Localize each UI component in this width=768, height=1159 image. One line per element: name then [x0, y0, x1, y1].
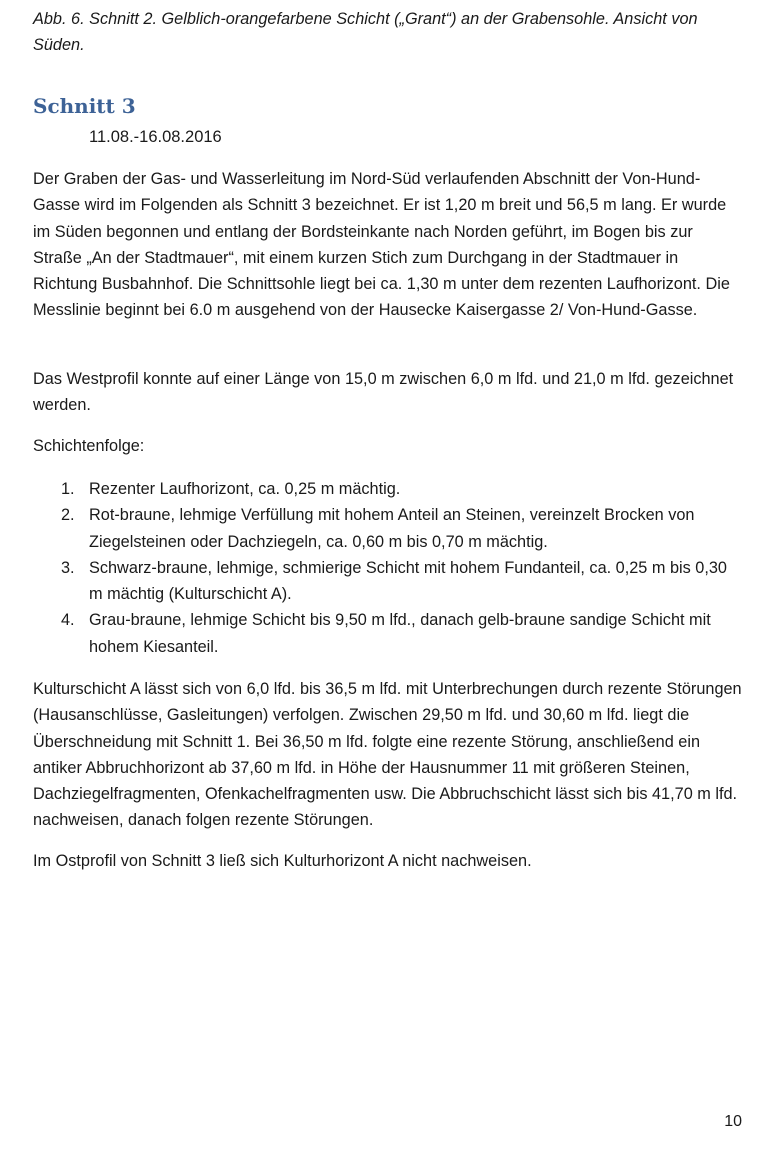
list-item: [33, 502, 745, 555]
section-heading: Schnitt 3: [33, 94, 136, 118]
paragraph-west-profile: Das Westprofil konnte auf einer Länge von 15,0 m zwischen 6,0 m lfd. und 21,0 m lfd. gezeichnet werden.: [33, 370, 734, 415]
list-item-text: Grau-braune, lehmige Schicht bis 9,50 m lfd., danach gelb-braune sandige Schicht mit hohem Kiesanteil.: [89, 611, 711, 656]
list-item-number: 2.: [61, 506, 75, 525]
figure-caption: Abb. 6. Schnitt 2. Gelblich-orangefarbene Schicht („Grant“) an der Grabensohle. Ansicht von Süden.: [33, 10, 698, 54]
list-item-text: Rot-braune, lehmige Verfüllung mit hohem Anteil an Steinen, vereinzelt Brocken von Ziegelsteinen oder Dachziegeln, ca. 0,60 m bis 0,70 m mächtig.: [89, 506, 695, 551]
paragraph-east-profile: Im Ostprofil von Schnitt 3 ließ sich Kulturhorizont A nicht nachweisen.: [33, 852, 532, 870]
paragraph-layer-sequence-label: Schichtenfolge:: [33, 437, 145, 455]
list-item-number: 1.: [61, 480, 75, 498]
section-date: 11.08.-16.08.2016: [89, 128, 222, 146]
page-number: 10: [724, 1113, 742, 1130]
list-item: [33, 476, 745, 502]
list-item-text: Rezenter Laufhorizont, ca. 0,25 m mächtig.: [89, 480, 401, 498]
list-item-text: Schwarz-braune, lehmige, schmierige Schicht mit hohem Fundanteil, ca. 0,25 m bis 0,30 m mächtig (Kulturschicht A).: [89, 558, 727, 604]
list-item-number: 3.: [61, 558, 75, 577]
list-item: [33, 607, 745, 660]
layer-list: [33, 476, 745, 660]
list-item-number: 4.: [61, 611, 75, 630]
paragraph-cultural-layer-a: Kulturschicht A lässt sich von 6,0 lfd. bis 36,5 m lfd. mit Unterbrechungen durch rezente Störungen (Hausanschlüsse, Gasleitungen) verfolgen. Zwischen 29,50 m lfd. und 30,60 m lfd. liegt die Überschneidung mit Schnitt 1. Bei 36,50 m lfd. folgte eine rezente Störung, anschließend ein antiker Abbruchhorizont ab 37,60 m lfd. in Höhe der Hausnummer 11 mit größeren Steinen, Dachziegelfragmenten, Ofenkachelfragmenten usw. Die Abbruchschicht lässt sich bis 41,70 m lfd. nachweisen, danach folgen rezente Störungen.: [33, 680, 742, 830]
list-item: [33, 555, 745, 608]
paragraph-trench-description: Der Graben der Gas- und Wasserleitung im Nord-Süd verlaufenden Abschnitt der Von-Hund-Gasse wird im Folgenden als Schnitt 3 bezeichnet. Er ist 1,20 m breit und 56,5 m lang. Er wurde im Süden begonnen und entlang der Bordsteinkante nach Norden geführt, im Bogen bis zur Straße „An der Stadtmauer“, mit einem kurzen Stich zum Durchgang in der Stadtmauer in Richtung Busbahnhof. Die Schnittsohle liegt bei ca. 1,30 m unter dem rezenten Laufhorizont. Die Messlinie beginnt bei 6.0 m ausgehend von der Hausecke Kaisergasse 2/ Von-Hund-Gasse.: [33, 170, 730, 320]
